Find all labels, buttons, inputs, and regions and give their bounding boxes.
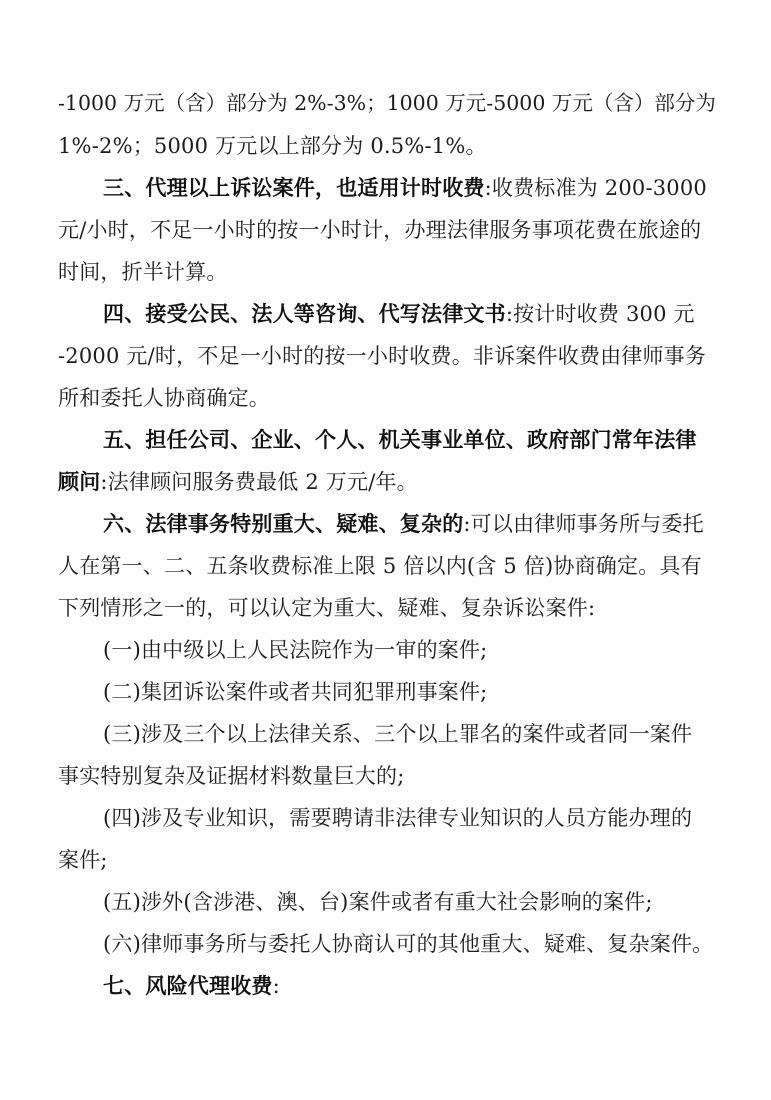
text-line-7 [58, 338, 718, 374]
line-text: 下列情形之一的，可以认定为重大、疑难、复杂诉讼案件: [58, 596, 596, 620]
line-text: (三)涉及三个以上法律关系、三个以上罪名的案件或者同一案件 [103, 722, 693, 746]
text-line-4 [58, 212, 718, 248]
line-text: (二)集团诉讼案件或者共同犯罪刑事案件; [103, 680, 488, 704]
section-5-heading: 五、担任公司、企业、个人、机关事业单位、政府部门常年法律 [103, 428, 697, 452]
text-line-5 [58, 254, 718, 290]
section-5-heading-cont: 顾问 [58, 470, 101, 494]
line-text: (五)涉外(含涉港、澳、台)案件或者有重大社会影响的案件; [103, 890, 653, 914]
section-4-heading: 四、接受公民、法人等咨询、代写法律文书 [103, 302, 506, 326]
line-text: (六)律师事务所与委托人协商认可的其他重大、疑难、复杂案件。 [103, 932, 714, 956]
list-item-4 [103, 800, 718, 836]
line-text: 元/小时，不足一小时的按一小时计，办理法律服务事项花费在旅途的 [58, 218, 702, 242]
line-text: :可以由律师事务所与委托 [463, 512, 704, 536]
list-item-4-cont [58, 842, 718, 878]
section-3-heading: 三、代理以上诉讼案件，也适用计时收费 [103, 176, 485, 200]
line-text: 人在第一、二、五条收费标准上限 5 倍以内(含 5 倍)协商确定。具有 [58, 554, 702, 578]
section-5-heading-line [103, 422, 718, 458]
line-text: 1%-2%；5000 万元以上部分为 0.5%-1%。 [58, 134, 487, 158]
text-line-13 [58, 590, 718, 626]
list-item-3 [103, 716, 718, 752]
text-line-12 [58, 548, 718, 584]
list-item-3-cont [58, 758, 718, 794]
line-text: -1000 万元（含）部分为 2%-3%；1000 万元-5000 万元（含）部分为 [58, 91, 716, 115]
section-6-heading-line [103, 506, 718, 542]
text-line-10 [58, 464, 718, 500]
text-line-2 [58, 128, 718, 164]
text-line-8 [58, 380, 718, 416]
line-text: :法律顾问服务费最低 2 万元/年。 [100, 470, 418, 494]
line-text: : [272, 974, 280, 998]
line-text: (一)由中级以上人民法院作为一审的案件; [103, 638, 488, 662]
text-line-1 [58, 85, 718, 121]
section-6-heading: 六、法律事务特别重大、疑难、复杂的 [103, 512, 464, 536]
section-7-heading-line [103, 968, 718, 1004]
line-text: :按计时收费 300 元 [505, 302, 695, 326]
line-text: 所和委托人协商确定。 [58, 386, 270, 410]
line-text: (四)涉及专业知识，需要聘请非法律专业知识的人员方能办理的 [103, 806, 693, 830]
line-text: 事实特别复杂及证据材料数量巨大的; [58, 764, 405, 788]
section-7-heading: 七、风险代理收费 [103, 974, 273, 998]
line-text: 时间，折半计算。 [58, 260, 228, 284]
list-item-5 [103, 884, 718, 920]
line-text: :收费标准为 200-3000 [484, 176, 707, 200]
line-text: -2000 元/时，不足一小时的按一小时收费。非诉案件收费由律师事务 [58, 344, 707, 368]
list-item-2 [103, 674, 718, 710]
section-4-heading-line [103, 296, 718, 332]
list-item-6 [103, 926, 718, 962]
list-item-1 [103, 632, 718, 668]
line-text: 案件; [58, 848, 108, 872]
section-3-heading-line [103, 170, 718, 206]
